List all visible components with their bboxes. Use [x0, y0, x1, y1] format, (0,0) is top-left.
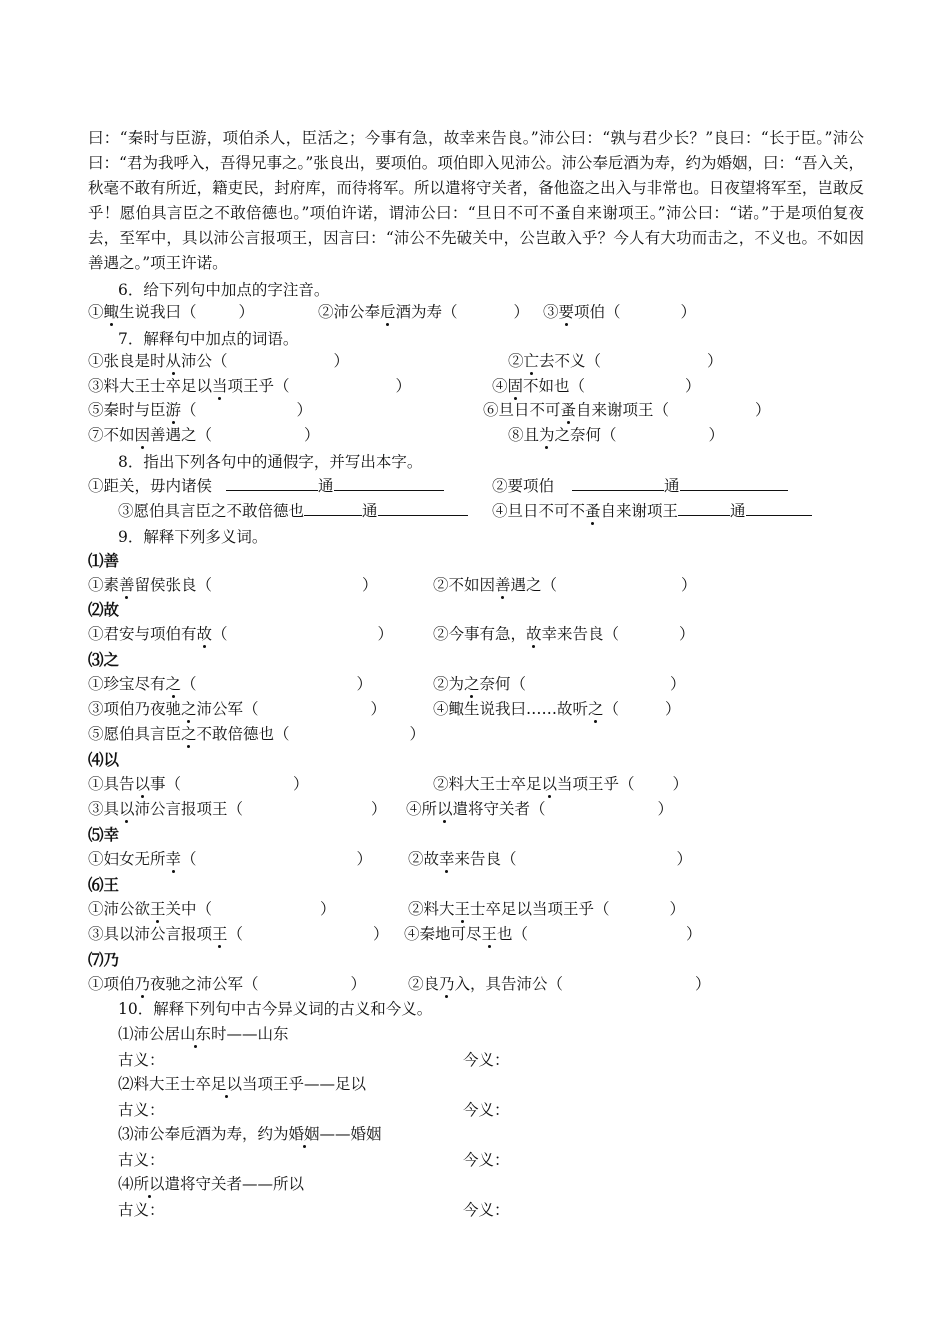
q10-item-4-gu: 古义： [118, 1201, 165, 1219]
q9-wang-2: ②料大王士卒足以当项王乎（ ） [408, 900, 686, 918]
q9-zhi-5: ⑤愿伯具言臣之不敢倍德也（ ） [88, 725, 426, 743]
q10-item-4: ⑷所以遣将守关者——所以 [118, 1175, 305, 1193]
q9-gu-1: ①君安与项伯有故（ ） [88, 625, 394, 643]
q9-word-wang: ⑹王 [88, 875, 120, 894]
q10-item-1-gu: 古义： [118, 1051, 165, 1069]
q9-word-xing: ⑸幸 [88, 825, 120, 844]
q9-yi-3: ③具以沛公言报项王（ ） [88, 800, 387, 818]
q9-wang-3: ③具以沛公言报项王（ ） [88, 925, 389, 943]
q9-word-zhi: ⑶之 [88, 650, 120, 669]
q9-zhi-1: ①珍宝尽有之（ ） [88, 675, 373, 693]
q10-item-2-jin: 今义： [463, 1101, 510, 1119]
q7-item-3: ③料大王士卒足以当项王乎（ ） [88, 377, 412, 395]
q9-zhi-3: ③项伯乃夜驰之沛公军（ ） [88, 700, 387, 718]
q9-yi-1: ①具告以事（ ） [88, 775, 309, 793]
q10-item-3-jin: 今义： [463, 1151, 510, 1169]
q8-item-2: ②要项伯 通 [492, 476, 788, 496]
q10-item-3-gu: 古义： [118, 1151, 165, 1169]
q9-shan-1: ①素善留侯张良（ ） [88, 576, 378, 594]
q9-wang-1: ①沛公欲王关中（ ） [88, 900, 336, 918]
q9-yi-4: ④所以遣将守关者（ ） [406, 800, 674, 818]
q7-title: 7．解释句中加点的词语。 [118, 330, 299, 348]
q10-item-1-jin: 今义： [463, 1051, 510, 1069]
q6-item-2: ②沛公奉卮酒为寿（ ） [318, 303, 530, 321]
q9-nai-1: ①项伯乃夜驰之沛公军（ ） [88, 975, 367, 993]
q10-item-4-jin: 今义： [463, 1201, 510, 1219]
q10-title: 10．解释下列句中古今异义词的古义和今义。 [118, 1000, 433, 1018]
passage-paragraph: 曰：“秦时与臣游，项伯杀人，臣活之；今事有急，故幸来告良。”沛公曰：“孰与君少长？”良曰：“长于臣。”沛公曰：“君为我呼入，吾得兄事之。”张良出，要项伯。项伯即入见沛公。沛公奉卮酒为寿，约为婚姻，曰：“吾入关，秋毫不敢有所近，籍吏民，封府库，而待将军。所以遣将守关者，备他盗之出入与非常也。日夜望将军至，岂敢反乎！愿伯具言臣之不敢倍德也。”项伯许诺，谓沛公曰：“旦日不可不蚤自来谢项王。”沛公曰：“诺。”于是项伯复夜去，至军中，具以沛公言报项王，因言曰：“沛公不先破关中，公岂敢入乎？今人有大功而击之，不义也。不如因善遇之。”项王许诺。 [88, 129, 864, 272]
q6-item-1: ①鲰生说我曰（ ） [88, 303, 255, 321]
q9-shan-2: ②不如因善遇之（ ） [433, 576, 697, 594]
q9-title: 9．解释下列多义词。 [118, 528, 268, 546]
passage-text [88, 126, 864, 276]
q9-word-yi: ⑷以 [88, 750, 120, 769]
q6-title: 6．给下列句中加点的字注音。 [118, 281, 330, 299]
q9-xing-1: ①妇女无所幸（ ） [88, 850, 373, 868]
q9-word-nai: ⑺乃 [88, 950, 120, 969]
q8-item-1: ①距关，毋内诸侯 通 [88, 476, 444, 496]
q9-gu-2: ②今事有急，故幸来告良（ ） [433, 625, 695, 643]
q10-item-2-gu: 古义： [118, 1101, 165, 1119]
q9-zhi-4: ④鲰生说我曰……故听之（ ） [433, 700, 681, 718]
q9-word-shan: ⑴善 [88, 551, 120, 570]
q10-item-1: ⑴沛公居山东时——山东 [118, 1025, 289, 1043]
q7-item-5: ⑤秦时与臣游（ ） [88, 401, 313, 419]
q9-wang-4: ④秦地可尽王也（ ） [404, 925, 702, 943]
q9-xing-2: ②故幸来告良（ ） [408, 850, 693, 868]
q8-item-3: ③愿伯具言臣之不敢倍德也 通 [118, 501, 468, 521]
q8-title: 8．指出下列各句中的通假字，并写出本字。 [118, 453, 423, 471]
q7-item-8: ⑧且为之奈何（ ） [508, 426, 725, 444]
q6-item-3: ③要项伯（ ） [543, 303, 697, 321]
q9-word-gu: ⑵故 [88, 600, 120, 619]
q7-item-1: ①张良是时从沛公（ ） [88, 352, 350, 370]
q9-nai-2: ②良乃入，具告沛公（ ） [408, 975, 711, 993]
q7-item-6: ⑥旦日不可蚤自来谢项王（ ） [483, 401, 771, 419]
q10-item-2: ⑵料大王士卒足以当项王乎——足以 [118, 1075, 367, 1093]
q10-item-3: ⑶沛公奉卮酒为寿，约为婚姻——婚姻 [118, 1125, 382, 1143]
q8-item-4: ④旦日不可不蚤自来谢项王 通 [492, 501, 812, 521]
q9-yi-2: ②料大王士卒足以当项王乎（ ） [433, 775, 689, 793]
q7-item-4: ④固不如也（ ） [492, 377, 701, 395]
q9-zhi-2: ②为之奈何（ ） [433, 675, 686, 693]
q7-item-7: ⑦不如因善遇之（ ） [88, 426, 320, 444]
q7-item-2: ②亡去不义（ ） [508, 352, 723, 370]
